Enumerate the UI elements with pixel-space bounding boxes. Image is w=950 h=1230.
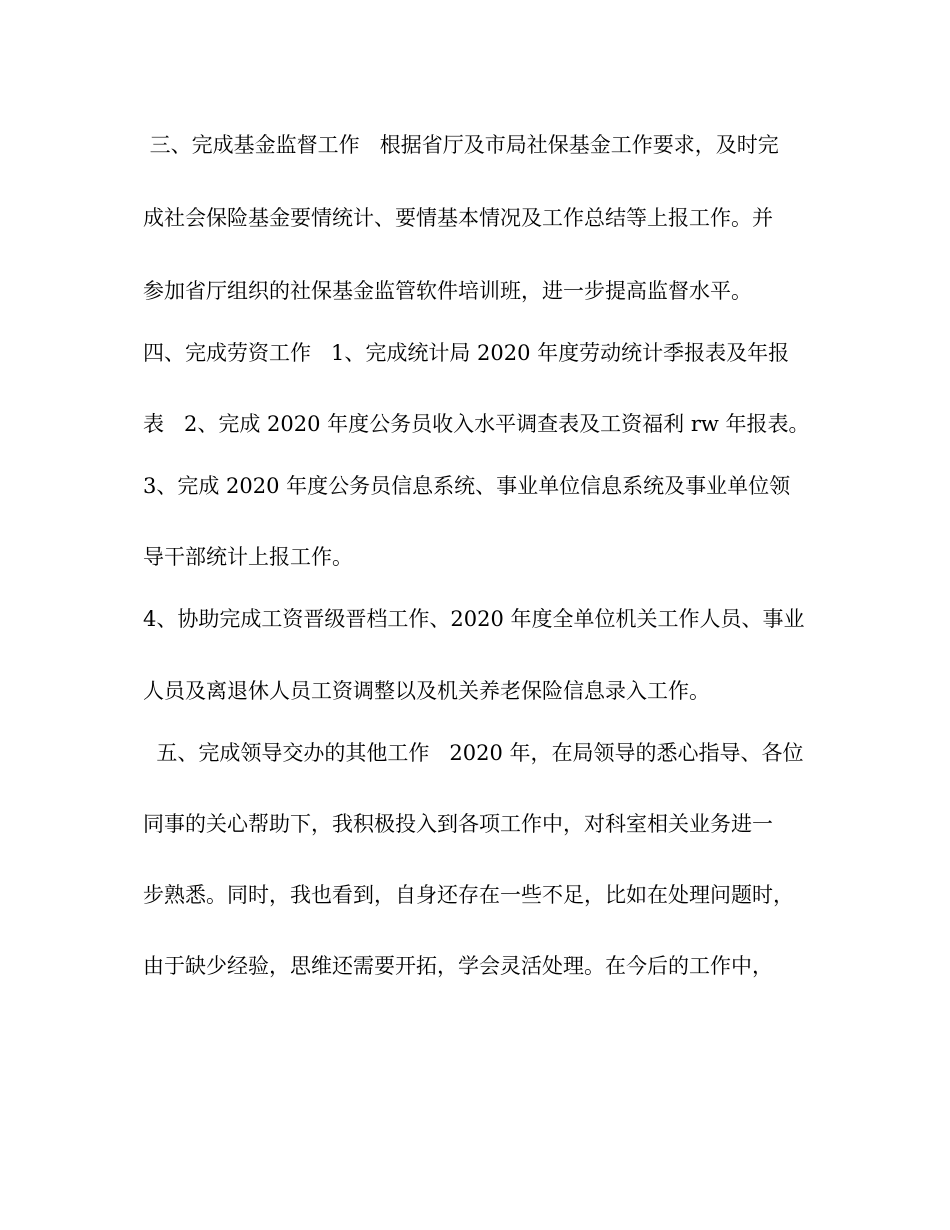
- text-line: 成社会保险基金要情统计、要情基本情况及工作总结等上报工作。并: [143, 206, 773, 230]
- text-line: 3、完成 2020 年度公务员信息系统、事业单位信息系统及事业单位领: [143, 474, 791, 498]
- text-line: 4、协助完成工资晋级晋档工作、2020 年度全单位机关工作人员、事业: [143, 607, 805, 631]
- text-line: 步熟悉。同时，我也看到，自身还存在一些不足，比如在处理问题时，: [143, 883, 794, 907]
- text-line: 人员及离退休人员工资调整以及机关养老保险信息录入工作。: [143, 679, 710, 703]
- text-line: 同事的关心帮助下，我积极投入到各项工作中，对科室相关业务进一: [143, 812, 773, 836]
- text-line: 表 2、完成 2020 年度公务员收入水平调查表及工资福利 rw 年报表。: [143, 412, 810, 436]
- text-line: 三、完成基金监督工作 根据省厅及市局社保基金工作要求，及时完: [143, 133, 779, 157]
- text-line: 四、完成劳资工作 1、完成统计局 2020 年度劳动统计季报表及年报: [143, 341, 790, 365]
- text-line: 由于缺少经验，思维还需要开拓，学会灵活处理。在今后的工作中，: [143, 954, 773, 978]
- text-line: 参加省厅组织的社保基金监管软件培训班，进一步提高监督水平。: [143, 279, 752, 303]
- text-line: 导干部统计上报工作。: [143, 545, 353, 569]
- text-line: 五、完成领导交办的其他工作 2020 年，在局领导的悉心指导、各位: [143, 741, 804, 765]
